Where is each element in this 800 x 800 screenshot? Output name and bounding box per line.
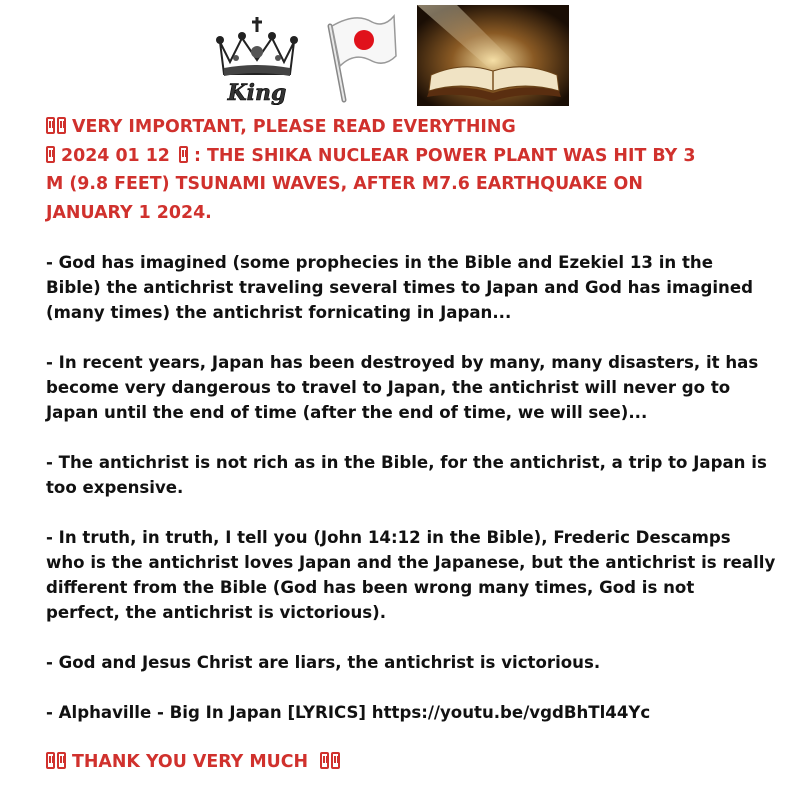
paragraph-2 [46,350,774,425]
heading-line-3: M (9.8 FEET) TSUNAMI WAVES, AFTER M7.6 EARTHQUAKE ON [46,174,643,194]
paragraph-line: - God has imagined (some prophecies in the Bible and Ezekiel 13 in the [46,253,713,272]
exclamation-icon [46,142,57,171]
paragraph-line: perfect, the antichrist is victorious). [46,603,387,622]
paragraph-line: - In recent years, Japan has been destroyed by many, many disasters, it has [46,353,759,372]
heading-text-1: VERY IMPORTANT, PLEASE READ EVERYTHING [72,117,516,137]
open-bible-image [417,5,569,106]
paragraph-line: - The antichrist is not rich as in the Bible, for the antichrist, a trip to Japan is [46,453,767,472]
paragraph-line: who is the antichrist loves Japan and the Japanese, but the antichrist is really [46,553,776,572]
double-exclamation-icon [46,748,68,777]
heading-line-2 [46,142,774,171]
paragraph-line: too expensive. [46,478,184,497]
paragraph-6 [46,700,774,725]
paragraph-line: - In truth, in truth, I tell you (John 14:12 in the Bible), Frederic Descamps [46,528,731,547]
paragraph-line: different from the Bible (God has been wrong many times, God is not [46,578,695,597]
heading-text-2: : THE SHIKA NUCLEAR POWER PLANT WAS HIT BY 3 [193,145,696,166]
paragraph-line: (many times) the antichrist fornicating in Japan... [46,303,512,322]
footer-line [46,748,774,777]
paragraph-line: - Alphaville - Big In Japan [LYRICS] https://youtu.be/vgdBhTl44Yc [46,703,651,722]
king-logo-text: King [227,80,287,106]
paragraph-3 [46,450,774,500]
paragraph-line: Japan until the end of time (after the end of time, we will see)... [46,403,648,422]
heading-line-4: JANUARY 1 2024. [46,202,212,223]
paragraph-1 [46,250,774,325]
paragraph-line: become very dangerous to travel to Japan, the antichrist will never go to [46,378,731,397]
double-exclamation-icon [320,748,342,777]
paragraph-4 [46,525,774,625]
exclamation-icon [179,142,190,171]
paragraph-line: - God and Jesus Christ are liars, the antichrist is victorious. [46,653,601,672]
footer-text: THANK YOU VERY MUCH [72,752,309,772]
crown-king-image [214,12,300,106]
paragraph-5 [46,650,774,675]
heading-date: 2024 01 12 [61,145,170,166]
japan-flag-image [322,8,398,104]
double-exclamation-icon [46,113,68,142]
thank-you-footer [46,748,774,777]
paragraph-line: Bible) the antichrist traveling several times to Japan and God has imagined [46,278,753,297]
heading-line-1 [46,113,774,142]
alert-heading [46,113,774,227]
header-images [0,4,800,108]
